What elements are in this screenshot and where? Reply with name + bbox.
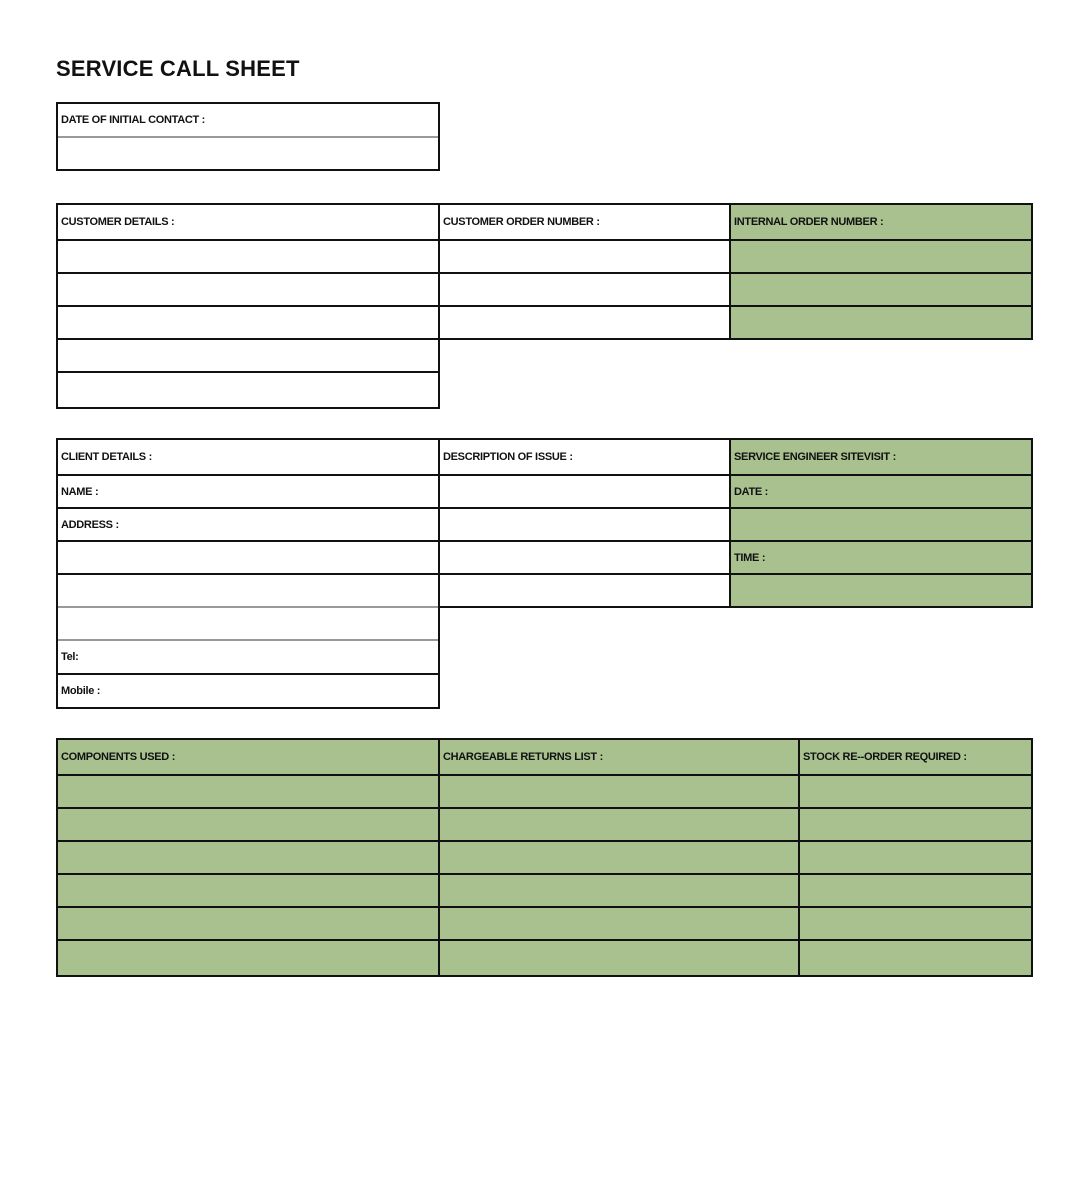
components-table bbox=[56, 738, 1033, 977]
customer-details-box bbox=[56, 203, 440, 409]
stock-reorder-label: STOCK RE--ORDER REQUIRED : bbox=[800, 740, 1031, 776]
issue-row[interactable] bbox=[440, 509, 729, 542]
issue-label: DESCRIPTION OF ISSUE : bbox=[440, 440, 729, 476]
internal-order-box bbox=[729, 203, 1033, 340]
page-title: SERVICE CALL SHEET bbox=[56, 56, 300, 81]
internal-order-row[interactable] bbox=[731, 241, 1031, 274]
initial-contact-label: DATE OF INITIAL CONTACT : bbox=[58, 104, 438, 138]
site-visit-time-row[interactable] bbox=[731, 575, 1031, 606]
client-tel-label[interactable]: Tel: bbox=[58, 641, 438, 675]
chargeable-returns-label: CHARGEABLE RETURNS LIST : bbox=[440, 740, 798, 776]
customer-details-row[interactable] bbox=[58, 241, 438, 274]
issue-row[interactable] bbox=[440, 542, 729, 575]
table-row[interactable] bbox=[58, 776, 1031, 809]
site-visit-date-label[interactable]: DATE : bbox=[731, 476, 1031, 509]
customer-details-row[interactable] bbox=[58, 373, 438, 407]
client-address-row[interactable] bbox=[58, 608, 438, 641]
site-visit-box bbox=[729, 438, 1033, 608]
client-address-row[interactable] bbox=[58, 542, 438, 575]
column-divider bbox=[798, 740, 800, 975]
customer-order-row[interactable] bbox=[440, 274, 729, 307]
client-address-row[interactable] bbox=[58, 575, 438, 608]
site-visit-time-label[interactable]: TIME : bbox=[731, 542, 1031, 575]
issue-box bbox=[438, 438, 731, 608]
internal-order-row[interactable] bbox=[731, 274, 1031, 307]
client-details-label: CLIENT DETAILS : bbox=[58, 440, 438, 476]
components-used-label: COMPONENTS USED : bbox=[58, 740, 440, 776]
initial-contact-box bbox=[56, 102, 440, 171]
customer-order-label: CUSTOMER ORDER NUMBER : bbox=[440, 205, 729, 241]
customer-details-row[interactable] bbox=[58, 307, 438, 340]
table-row[interactable] bbox=[58, 809, 1031, 842]
table-row[interactable] bbox=[58, 908, 1031, 941]
initial-contact-field[interactable] bbox=[58, 138, 438, 169]
table-row[interactable] bbox=[58, 875, 1031, 908]
site-visit-date-row[interactable] bbox=[731, 509, 1031, 542]
customer-order-row[interactable] bbox=[440, 241, 729, 274]
internal-order-row[interactable] bbox=[731, 307, 1031, 338]
table-row[interactable] bbox=[58, 941, 1031, 975]
column-divider bbox=[438, 740, 440, 975]
customer-details-row[interactable] bbox=[58, 274, 438, 307]
client-mobile-label[interactable]: Mobile : bbox=[61, 685, 101, 697]
customer-order-row[interactable] bbox=[440, 307, 729, 338]
client-details-box bbox=[56, 438, 440, 709]
client-address-label[interactable]: ADDRESS : bbox=[58, 509, 438, 542]
table-row[interactable] bbox=[58, 842, 1031, 875]
site-visit-label: SERVICE ENGINEER SITEVISIT : bbox=[731, 440, 1031, 476]
customer-details-row[interactable] bbox=[58, 340, 438, 373]
client-name-label[interactable]: NAME : bbox=[58, 476, 438, 509]
issue-row[interactable] bbox=[440, 575, 729, 606]
customer-details-label: CUSTOMER DETAILS : bbox=[58, 205, 438, 241]
issue-row[interactable] bbox=[440, 476, 729, 509]
internal-order-label: INTERNAL ORDER NUMBER : bbox=[731, 205, 1031, 241]
customer-order-box bbox=[438, 203, 731, 340]
